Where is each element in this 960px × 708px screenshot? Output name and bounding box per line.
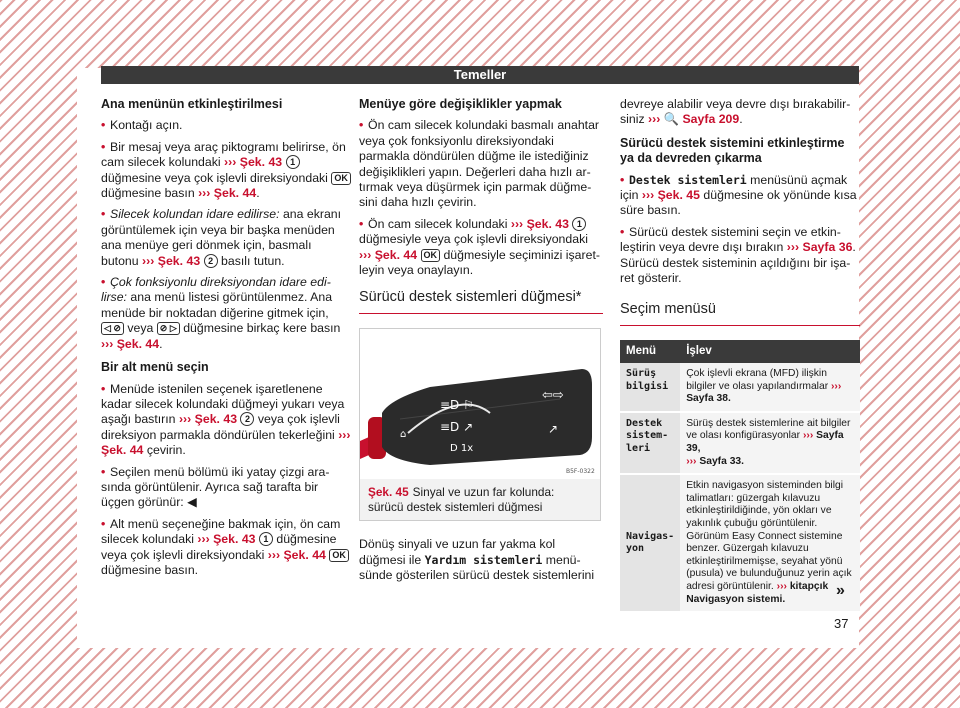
svg-text:≡D ⚐: ≡D ⚐	[440, 398, 474, 413]
ok-key-icon: OK	[421, 249, 441, 262]
section-title-driver-assist: Sürücü destek sistemleri düğmesi*	[359, 288, 603, 314]
callout-1-icon: 1	[286, 155, 300, 169]
para: Dönüş sinyali ve uzun far yakma kol düğmesi ile Yardım sistemleri menüsünde gösterilen sürücü destek sistemlerini	[359, 537, 595, 583]
figure-45	[359, 328, 601, 521]
para: devreye alabilir veya devre dışı bırakabilirsiniz ››› 🔍 Sayfa 209.	[620, 97, 851, 127]
left-arrow-key-icon: ◁ ⊘	[101, 322, 124, 335]
svg-text:D 1x: D 1x	[450, 443, 474, 455]
para: • Çok fonksiyonlu direksiyondan idare edilirse: ana menü listesi görüntülenmez. Ana menüde bir noktadan diğerine gitmek için, ◁ ⊘ veya ⊘ ▷ düğmesine birkaç kere basın ››› Şek. 44.	[101, 275, 341, 351]
section-title-selection-menu: Seçim menüsü	[620, 300, 860, 326]
para: • Menüde istenilen seçenek işaretlenene kadar silecek kolundaki düğmeyi yukarı veya aşağı bastırın ››› Şek. 43 2 veya çok işlevli direksiyon parmakla döndürülen tekerleğini ››› Şek. 44 çevirin.	[101, 381, 351, 458]
para: • Ön cam silecek kolundaki basmalı anahtar veya çok fonksiyonlu direksiyondaki parmakla döndürülen düğme ile istediğiniz değişiklikleri yapın. Değerleri daha hızlı artırmak veya düşürmek için parmak düğmesini daha hızlı çevirin.	[359, 118, 600, 210]
ok-key-icon: OK	[331, 172, 351, 185]
table-header-row	[620, 340, 860, 363]
heading-main-menu: Ana menünün etkinleştirilmesi	[101, 97, 283, 111]
para: • Seçilen menü bölümü iki yatay çizgi arasında görüntülenir. Ayrıca sağ tarafta bir üçgen görünür: ◀	[101, 464, 330, 510]
para: • Silecek kolundan idare edilirse: ana ekranı görüntülemek için veya bir başka menüden ana menüye geri dönmek için, basmalı butonu ››› Şek. 43 2 basılı tutun.	[101, 207, 342, 268]
triangle-left-icon: ◀	[187, 495, 197, 510]
heading-menu-changes: Menüye göre değişiklikler yapmak	[359, 97, 562, 111]
ok-key-icon: OK	[329, 549, 349, 562]
col-header-menu: Menü	[620, 340, 680, 363]
callout-1-icon: 1	[259, 532, 273, 546]
table-row: Sürüş bilgisi Çok işlevli ekrana (MFD) ilişkin bilgiler ve olası yapılandırmalar ››› Sayfa 38.	[620, 363, 860, 412]
para: • Kontağı açın.	[101, 118, 183, 133]
figure-code: B5F-0322	[566, 468, 595, 476]
callout-1-icon: 1	[572, 217, 586, 231]
page-header: Temeller	[101, 66, 859, 84]
svg-text:⇦⇨: ⇦⇨	[542, 388, 564, 404]
col-header-function: İşlev	[680, 340, 860, 363]
continue-arrow-icon: »	[836, 582, 845, 599]
table-row: Navigasyon Etkin navigasyon sisteminden bilgi talimatları: güzergah kılavuzu etkinleştirildiğinde, yön okları ve yakınlık çubuğu görüntülenir. Görünüm Easy Connect sistemine benzer. Güzergah kılavuzu etkinleştirilmemişse, seyahat yönü (pusula) ve bulunduğunuz yerin açık adresi görüntülenir. ››› kitapçık Navigasyon sistemi.	[620, 474, 860, 612]
stalk-illustration	[360, 329, 600, 479]
para: • Bir mesaj veya araç piktogramı belirirse, ön cam silecek kolundaki ››› Şek. 43 1 düğmesine veya çok işlevli direksiyondaki OK düğmesine basın ››› Şek. 44.	[101, 140, 351, 202]
column-2	[359, 97, 603, 590]
callout-2-icon: 2	[240, 412, 254, 426]
svg-text:↗: ↗	[548, 422, 559, 437]
para: • Alt menü seçeneğine bakmak için, ön cam silecek kolundaki ››› Şek. 43 1 düğmesine veya çok işlevli direksiyondaki ››› Şek. 44 OK düğmesine basın.	[101, 517, 351, 579]
para: • Destek sistemleri menüsünü açmak için ››› Şek. 45 düğmesine ok yönünde kısa süre basın.	[620, 172, 857, 218]
selection-menu-table	[620, 340, 860, 613]
heading-submenu: Bir alt menü seçin	[101, 360, 209, 375]
figure-caption: Şek. 45 Sinyal ve uzun far kolunda: sürücü destek sistemleri düğmesi	[360, 479, 600, 520]
car-book-icon: 🔍	[663, 112, 680, 127]
svg-text:⌂: ⌂	[400, 429, 407, 441]
callout-2-icon: 2	[204, 254, 218, 268]
para: • Ön cam silecek kolundaki ››› Şek. 43 1 düğmesiyle veya çok işlevli direksiyondaki ››› Şek. 44 OK düğmesiyle seçiminizi işaretleyin veya onaylayın.	[359, 216, 600, 278]
column-3	[620, 97, 860, 613]
heading-activate: Sürücü destek sistemini etkinleştirme ya da devreden çıkarma	[620, 135, 845, 166]
column-1	[101, 97, 351, 584]
page-number: 37	[834, 616, 849, 631]
svg-text:≡D ↗: ≡D ↗	[440, 420, 474, 435]
right-arrow-key-icon: ⊘ ▷	[157, 322, 180, 335]
table-row: Destek sistemleri Sürüş destek sistemlerine ait bilgiler ve olası konfigürasyonlar ››› Sayfa 39, ››› Sayfa 33.	[620, 412, 860, 474]
para: • Sürücü destek sistemini seçin ve etkinleştirin veya devre dışı bırakın ››› Sayfa 36. Sürücü destek sisteminin açıldığını bir işaret gösterir.	[620, 224, 856, 286]
